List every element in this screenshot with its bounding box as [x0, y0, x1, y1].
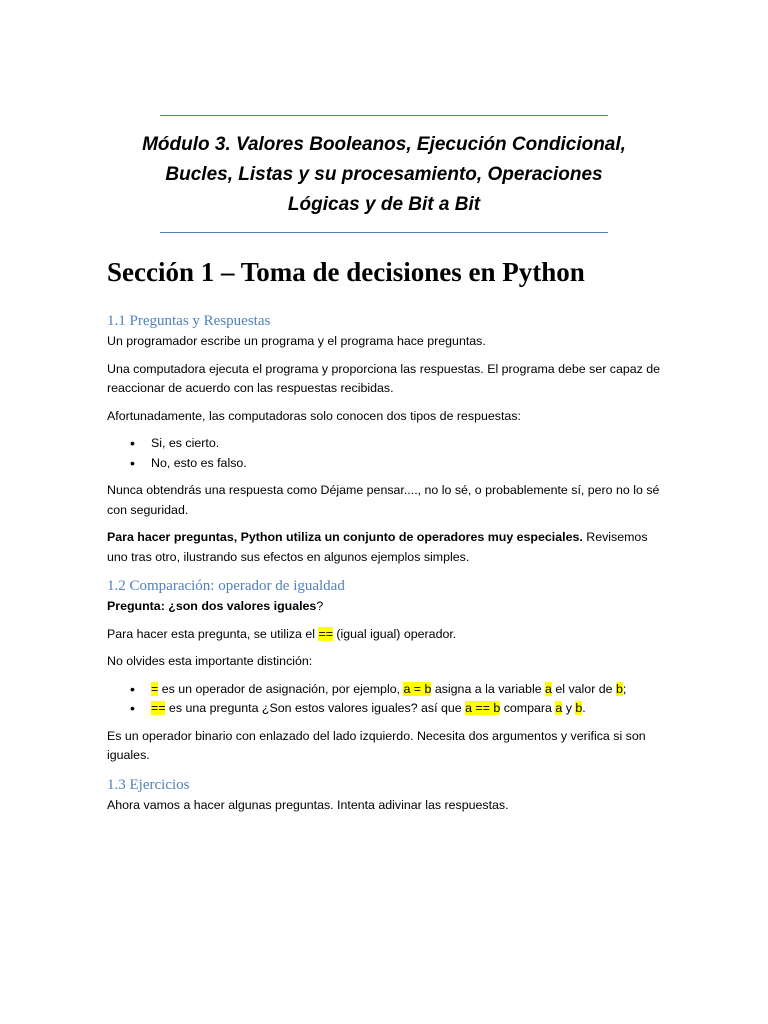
- text: asigna a la variable: [431, 681, 546, 696]
- text: ;: [622, 681, 627, 696]
- highlight-var: b: [575, 701, 583, 715]
- paragraph: Nunca obtendrás una respuesta como Déjame pensar...., no lo sé, o probablemente sí, pero no lo sé con seguridad.: [107, 483, 660, 517]
- highlight-var: a: [555, 701, 563, 715]
- paragraph: Una computadora ejecuta el programa y proporciona las respuestas. El programa debe ser capaz de reaccionar de acuerdo con las respuestas recibidas.: [107, 361, 661, 395]
- text: .: [582, 701, 586, 715]
- bold-text: Para hacer preguntas, Python utiliza un conjunto de operadores muy especiales.: [107, 530, 583, 544]
- list-item: [151, 680, 667, 700]
- highlight-var: a: [545, 681, 552, 696]
- paragraph: [107, 597, 667, 617]
- highlight-code: a = b: [403, 681, 432, 696]
- paragraph: Afortunadamente, las computadoras solo conocen dos tipos de respuestas:: [107, 408, 521, 423]
- paragraph: Ahora vamos a hacer algunas preguntas. Intenta adivinar las respuestas.: [107, 797, 509, 812]
- heading-1-3: 1.3 Ejercicios: [107, 776, 190, 793]
- text: Para hacer esta pregunta, se utiliza el: [107, 626, 319, 641]
- list-item: • No, esto es falso.: [151, 454, 667, 474]
- paragraph: Un programador escribe un programa y el programa hace preguntas.: [107, 334, 486, 348]
- text: compara: [500, 701, 556, 715]
- question-label: Pregunta:: [107, 599, 169, 613]
- heading-1-1: 1.1 Preguntas y Respuestas: [107, 313, 271, 329]
- highlight-operator: =: [151, 681, 159, 696]
- list-item: • Si, es cierto.: [151, 434, 667, 454]
- highlight-operator: ==: [318, 626, 333, 641]
- document-body: [107, 310, 667, 823]
- text: es una pregunta ¿Son estos valores iguales? así que: [165, 701, 466, 715]
- highlight-var: b: [616, 681, 623, 696]
- paragraph: Es un operador binario con enlazado del lado izquierdo. Necesita dos argumentos y verifica si son iguales.: [107, 728, 646, 762]
- highlight-code: a == b: [465, 701, 501, 715]
- answer-list: [107, 434, 667, 473]
- operator-list: [107, 680, 667, 719]
- text: Revisemos uno tras otro, ilustrando sus efectos en algunos ejemplos simples.: [107, 530, 648, 564]
- text: y: [562, 701, 576, 715]
- title-rule-bottom: [160, 232, 608, 233]
- highlight-operator: ==: [151, 701, 166, 715]
- text: el valor de: [551, 681, 616, 696]
- text: ?: [316, 599, 324, 613]
- paragraph: [107, 625, 667, 645]
- module-title: Módulo 3. Valores Booleanos, Ejecución Condicional, Bucles, Listas y su procesamiento, Operaciones Lógicas y de Bit a Bit: [142, 134, 626, 215]
- section-title: Sección 1 – Toma de decisiones en Python: [107, 257, 585, 287]
- paragraph: [107, 528, 667, 567]
- heading-1-2: 1.2 Comparación: operador de igualdad: [107, 578, 345, 594]
- question-bold: ¿son dos valores iguales: [168, 599, 317, 613]
- text: es un operador de asignación, por ejemplo,: [158, 681, 404, 696]
- text: (igual igual) operador.: [332, 626, 457, 641]
- list-item: [151, 699, 667, 719]
- title-rule-top: [160, 115, 608, 116]
- paragraph: No olvides esta importante distinción:: [107, 654, 313, 668]
